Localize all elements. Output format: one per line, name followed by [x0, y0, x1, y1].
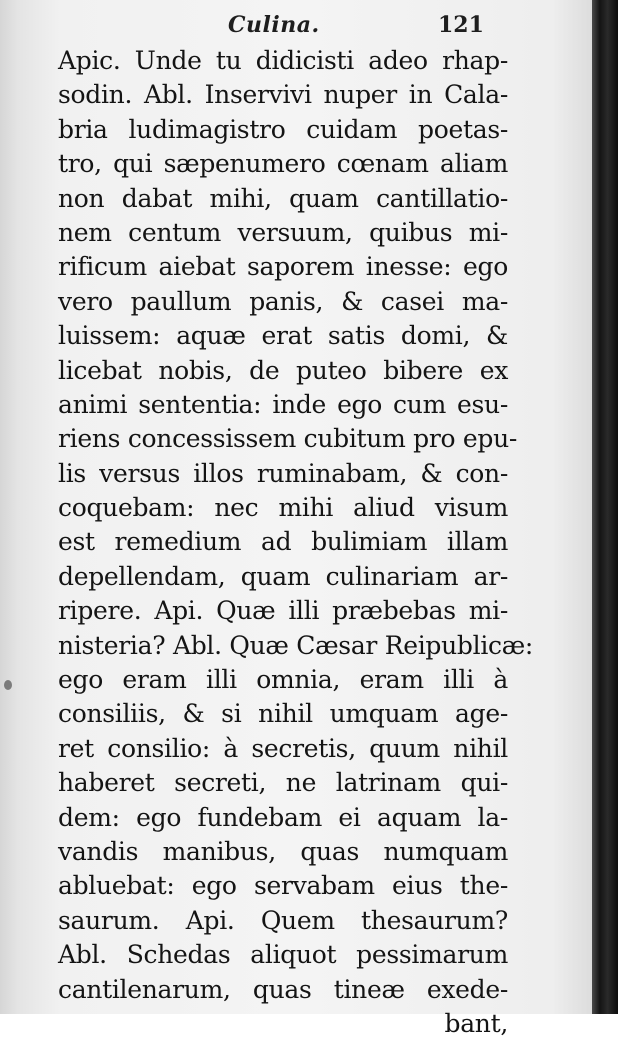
text-line: non dabat mihi, quam cantillatio- [58, 183, 508, 213]
text-line: abluebat: ego servabam eius the- [58, 871, 508, 901]
text-line: ego eram illi omnia, eram illi à [58, 665, 508, 695]
text-line: animi sententia: inde ego cum esu- [58, 389, 508, 419]
ink-mark [4, 680, 12, 690]
text-line: dem: ego fundebam ei aquam la- [58, 802, 508, 832]
text-line: bant, [444, 1008, 508, 1038]
text-line: depellendam, quam culinariam ar- [58, 561, 508, 591]
text-line: luissem: aquæ erat satis domi, & [58, 321, 508, 351]
running-head: Culina. [228, 12, 320, 38]
page-header [0, 8, 520, 48]
body-text [58, 44, 534, 1041]
text-line: vandis manibus, quas numquam [58, 836, 508, 866]
text-line: riens concessissem cubitum pro epu- [58, 424, 518, 454]
text-line: vero paullum panis, & casei ma- [58, 286, 508, 316]
book-spine [592, 0, 618, 1014]
text-line: lis versus illos ruminabam, & con- [58, 458, 508, 488]
text-line: sodin. Abl. Inservivi nuper in Cala- [58, 80, 508, 110]
text-line: saurum. Api. Quem thesaurum? [58, 905, 508, 935]
text-line: rificum aiebat saporem inesse: ego [58, 252, 508, 282]
text-line: ret consilio: à secretis, quum nihil [58, 733, 508, 763]
text-line: tro, qui sæpenumero cœnam aliam [58, 149, 508, 179]
text-line: bria ludimagistro cuidam poetas- [58, 114, 508, 144]
text-line: coquebam: nec mihi aliud visum [58, 493, 508, 523]
text-line: Abl. Schedas aliquot pessimarum [58, 940, 508, 970]
text-line: cantilenarum, quas tineæ exede- [58, 974, 508, 1004]
text-line: haberet secreti, ne latrinam qui- [58, 768, 508, 798]
page-number: 121 [438, 12, 484, 38]
text-line: nisteria? Abl. Quæ Cæsar Reipublicæ: [58, 630, 534, 660]
text-line: nem centum versuum, quibus mi- [58, 217, 508, 247]
text-line: est remedium ad bulimiam illam [58, 527, 508, 557]
text-line: consiliis, & si nihil umquam age- [58, 699, 508, 729]
text-line: ripere. Api. Quæ illi præbebas mi- [58, 596, 508, 626]
text-line: licebat nobis, de puteo bibere ex [58, 355, 508, 385]
text-line: Apic. Unde tu didicisti adeo rhap- [58, 46, 508, 75]
